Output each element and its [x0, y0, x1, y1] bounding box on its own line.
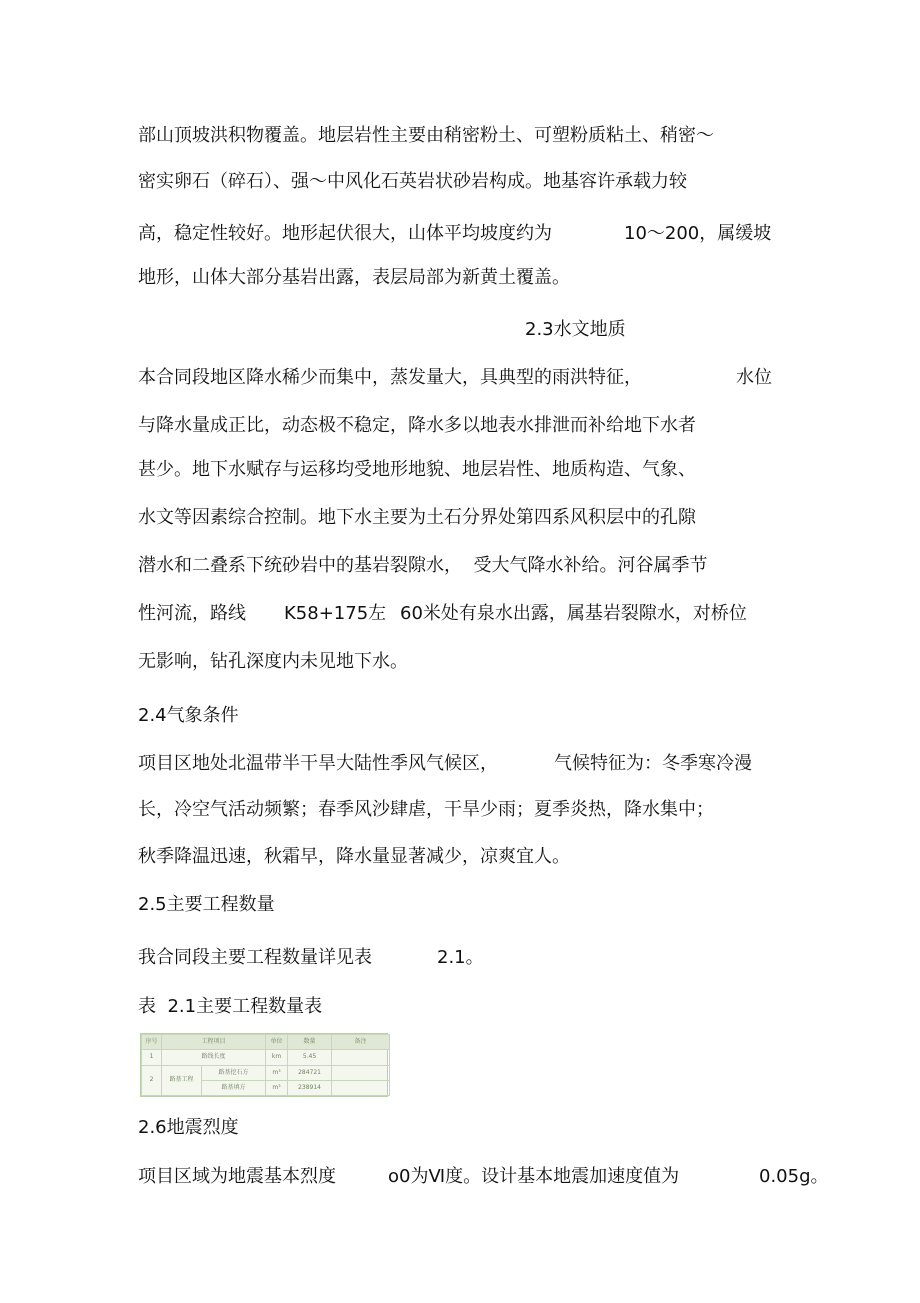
- table-cell: m³: [266, 1080, 288, 1095]
- table-header-cell: 单位: [266, 1035, 288, 1050]
- table-header-cell: 数量: [288, 1035, 332, 1050]
- table-cell: 路基填方: [202, 1080, 266, 1095]
- text-line: 性河流，路线 K58+175左 60米处有泉水出露，属基岩裂隙水，对桥位: [138, 603, 747, 624]
- table-cell: 5.45: [288, 1050, 332, 1065]
- table-cell: 路基工程: [162, 1065, 202, 1096]
- section-heading: 2.4气象条件: [138, 705, 239, 726]
- table-row: [142, 1065, 390, 1080]
- table-header-cell: 序号: [142, 1035, 162, 1050]
- section-heading: 2.3水文地质: [525, 319, 626, 340]
- table-cell: 路基挖石方: [202, 1065, 266, 1080]
- text-line: 与降水量成正比，动态极不稳定，降水多以地表水排泄而补给地下水者: [138, 415, 696, 436]
- text-line: 本合同段地区降水稀少而集中，蒸发量大，具典型的雨洪特征， 水位: [138, 367, 772, 388]
- table-cell: [332, 1080, 390, 1095]
- text-line: 无影响，钻孔深度内未见地下水。: [138, 651, 408, 672]
- text-line: 水文等因素综合控制。地下水主要为土石分界处第四系风积层中的孔隙: [138, 507, 696, 528]
- table-cell: 284721: [288, 1065, 332, 1080]
- section-heading: 2.5主要工程数量: [138, 894, 275, 915]
- table-header-cell: 工程项目: [162, 1035, 266, 1050]
- text-line: 潜水和二叠系下统砂岩中的基岩裂隙水， 受大气降水补给。河谷属季节: [138, 555, 708, 576]
- text-line: 部山顶坡洪积物覆盖。地层岩性主要由稍密粉土、可塑粉质粘土、稍密～: [138, 125, 714, 146]
- table-cell: 1: [142, 1050, 162, 1065]
- text-line: 项目区域为地震基本烈度 o0为Ⅵ度。设计基本地震加速度值为 0.05g。: [138, 1166, 829, 1187]
- text-line: 项目区地处北温带半干旱大陆性季风气候区， 气候特征为：冬季寒冷漫: [138, 753, 752, 774]
- text-line: 我合同段主要工程数量详见表 2.1。: [138, 947, 484, 968]
- text-line: 地形，山体大部分基岩出露，表层局部为新黄土覆盖。: [138, 267, 570, 288]
- table-cell: 238914: [288, 1080, 332, 1095]
- text-line: 高，稳定性较好。地形起伏很大，山体平均坡度约为 10～200，属缓坡: [138, 223, 772, 244]
- table-row: [142, 1050, 390, 1065]
- text-line: 甚少。地下水赋存与运移均受地形地貌、地层岩性、地质构造、气象、: [138, 459, 696, 480]
- section-heading: 2.6地震烈度: [138, 1117, 239, 1138]
- table-cell: m³: [266, 1065, 288, 1080]
- text-line: 长，冷空气活动频繁；春季风沙肆虐，干旱少雨；夏季炎热，降水集中；: [138, 799, 714, 820]
- table-cell: km: [266, 1050, 288, 1065]
- table-cell: 2: [142, 1065, 162, 1096]
- text-line: 密实卵石（碎石）、强～中风化石英岩状砂岩构成。地基容许承载力较: [138, 171, 687, 192]
- table-header-cell: 备注: [332, 1035, 390, 1050]
- table-caption: 表 2.1主要工程数量表: [138, 996, 323, 1017]
- quantity-table: [140, 1033, 388, 1097]
- table-cell: [332, 1050, 390, 1065]
- text-line: 秋季降温迅速，秋霜早，降水量显著减少，凉爽宜人。: [138, 846, 570, 867]
- table-cell: 路线长度: [162, 1050, 266, 1065]
- table-cell: [332, 1065, 390, 1080]
- table-header-row: [142, 1035, 390, 1050]
